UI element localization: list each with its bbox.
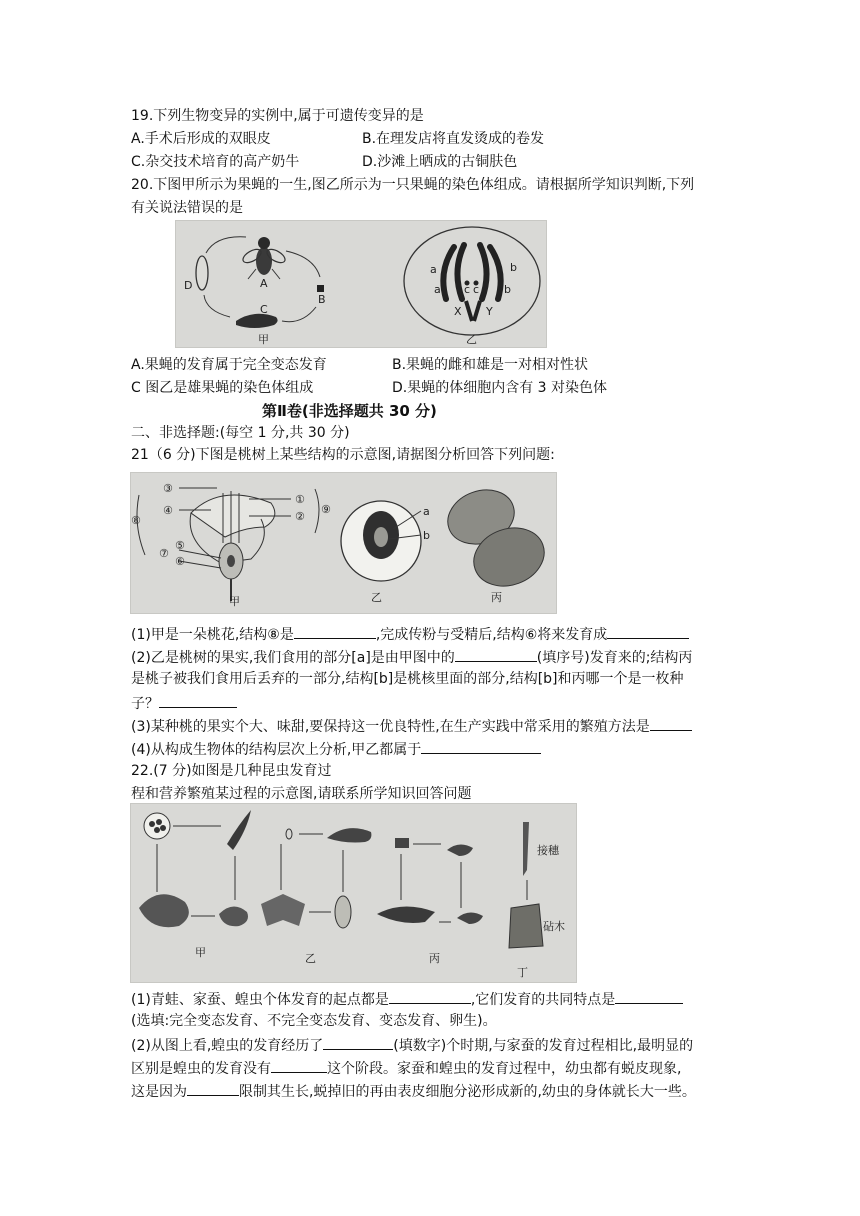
answer-blank[interactable] [615, 989, 683, 1004]
adult-locust-icon [377, 906, 435, 923]
chromosome-label-c: c [464, 283, 471, 296]
chromosome-label-a2: a [434, 283, 441, 296]
flower-label-4: ④ [163, 504, 173, 517]
answer-blank[interactable] [159, 693, 237, 708]
scion-label: 接穗 [537, 844, 559, 857]
q21-part2-text-b: (填序号)发育来的;结构丙 [536, 650, 693, 666]
q19-option-d: D.沙滩上晒成的古铜肤色 [362, 154, 518, 170]
q21-part2-text-d: 子？ [131, 696, 159, 712]
q20-option-b: B.果蝇的雌和雄是一对相对性状 [392, 357, 589, 373]
locust-eggs-icon [395, 838, 409, 848]
development-figure [130, 803, 577, 983]
grafting-diagram [509, 822, 565, 979]
rootstock-icon [509, 904, 543, 948]
q20-option-a: A.果蝇的发育属于完全变态发育 [131, 357, 327, 373]
q22-part2-text-b: (填数字)个时期,与家蚕的发育过程相比,最明显的 [393, 1038, 694, 1054]
figure-label-ding: 丁 [517, 966, 528, 979]
q22-part2-text-e: 这是因为 [131, 1084, 187, 1100]
q20-stem-line2: 有关说法错误的是 [131, 200, 243, 216]
q21-part4-text: (4)从构成生物体的结构层次上分析,甲乙都属于 [131, 742, 422, 758]
q21-part2-text-a: (2)乙是桃树的果实,我们食用的部分[a]是由甲图中的 [131, 650, 455, 666]
figure-label-yi: 乙 [371, 591, 382, 604]
q22-part1-text-b: ,它们发育的共同特点是 [470, 992, 616, 1008]
q22-part2-text-d: 这个阶段。家蚕和蝗虫的发育过程中，幼虫都有蜕皮现象, [327, 1061, 682, 1077]
locust-nymph-icon [447, 844, 473, 856]
flower-label-7: ⑦ [159, 547, 169, 560]
chromosome-label-a: a [430, 263, 437, 276]
figure-label-bing: 丙 [429, 952, 440, 965]
peach-pits-illustration [440, 481, 552, 604]
larva-icon [236, 314, 278, 328]
q22-stem-line2: 程和营养繁殖某过程的示意图,请联系所学知识回答问题 [131, 786, 472, 802]
silkworm-moth-icon [261, 894, 305, 926]
answer-blank[interactable] [271, 1058, 327, 1073]
section-title: 第Ⅱ卷(非选择题共 30 分) [262, 402, 437, 420]
q21-part3 [131, 716, 692, 736]
cycle-arrow [286, 251, 320, 277]
q21-part1-text-b: ,完成传粉与受精后,结构⑥将来发育成 [375, 627, 608, 643]
q22-part2-line3 [131, 1081, 696, 1101]
flower-label-6: ⑥ [175, 555, 185, 568]
q22-part1-text-a: (1)青蛙、家蚕、蝗虫个体发育的起点都是 [131, 992, 389, 1008]
q20-option-d: D.果蝇的体细胞内含有 3 对染色体 [392, 380, 608, 396]
chromosome-label-x: X [454, 305, 462, 318]
stage-label-d: D [184, 279, 193, 292]
q21-part2-line3 [131, 693, 237, 713]
q21-part3-text: (3)某种桃的果实个大、味甜,要保持这一优良特性,在生产实践中常采用的繁殖方法是 [131, 719, 650, 735]
chromosome-label-c2: c [473, 283, 480, 296]
silkworm-larva-icon [327, 828, 371, 842]
q20-stem-line1: 20.下图甲所示为果蝇的一生,图乙所示为一只果蝇的染色体组成。请根据所学知识判断,下列 [131, 177, 695, 193]
figure-label-yi: 乙 [466, 333, 477, 346]
q19-stem: 19.下列生物变异的实例中,属于可遗传变异的是 [131, 108, 424, 124]
q21-stem: 21（6 分)下图是桃树上某些结构的示意图,请据图分析回答下列问题: [131, 447, 555, 463]
q19-option-b: B.在理发店将直发烫成的卷发 [362, 131, 545, 147]
q21-part1-text-a: (1)甲是一朵桃花,结构⑧是 [131, 627, 294, 643]
fruit-fly-life-cycle-diagram [184, 237, 326, 346]
fruit-label-b: b [423, 529, 430, 542]
peach-figure [130, 472, 557, 614]
chromosome-label-b: b [510, 261, 517, 274]
answer-blank[interactable] [607, 624, 689, 639]
q21-part4 [131, 739, 541, 759]
q19-option-a: A.手术后形成的双眼皮 [131, 131, 271, 147]
answer-blank[interactable] [187, 1081, 239, 1096]
figure-label-jia: 甲 [229, 595, 240, 608]
flower-label-2: ② [295, 510, 305, 523]
flower-label-9: ⑨ [321, 503, 331, 516]
answer-blank[interactable] [323, 1035, 393, 1050]
flower-label-1: ① [295, 493, 305, 506]
figure-label-bing: 丙 [491, 591, 502, 604]
pupa-icon [196, 256, 208, 290]
adult-fly-icon [241, 237, 287, 279]
answer-blank[interactable] [294, 624, 376, 639]
tadpole-icon [227, 810, 251, 850]
q22-part2-text-c: 区别是蝗虫的发育没有 [131, 1061, 271, 1077]
figure-label-yi: 乙 [305, 952, 316, 965]
chromosome-label-y: Y [486, 305, 493, 318]
young-frog-icon [219, 906, 248, 926]
chromosome-diagram [404, 227, 540, 346]
silkworm-cocoon-icon [335, 896, 351, 928]
cycle-arrow [204, 295, 230, 317]
locust-life-cycle-diagram [377, 838, 483, 965]
cycle-arrow [206, 237, 246, 253]
cycle-arrow [282, 307, 316, 322]
q19-option-c: C.杂交技术培育的高产奶牛 [131, 154, 300, 170]
peach-flower-diagram [131, 482, 331, 608]
stage-label-c: C [260, 303, 268, 316]
stage-label-a: A [260, 277, 268, 290]
fruit-fly-figure [175, 220, 547, 348]
q22-part1-line1 [131, 989, 683, 1009]
chromosome-label-b2: b [504, 283, 511, 296]
frog-life-cycle-diagram [139, 810, 251, 959]
fruit-label-a: a [423, 505, 430, 518]
peach-fruit-cross-section [341, 501, 430, 604]
silkworm-life-cycle-diagram [261, 828, 371, 965]
rootstock-label: 砧木 [543, 920, 565, 933]
q22-part1-line2: (选填:完全变态发育、不完全变态发育、变态发育、卵生)。 [131, 1013, 497, 1029]
q22-part2-text-f: 限制其生长,蜕掉旧的再由表皮细胞分泌形成新的,幼虫的身体就长大一些。 [239, 1084, 696, 1100]
answer-blank[interactable] [421, 739, 541, 754]
q21-part2-line1 [131, 647, 692, 667]
figure-label-jia: 甲 [258, 333, 269, 346]
answer-blank[interactable] [455, 647, 537, 662]
stage-label-b: B [318, 293, 326, 306]
flower-label-3: ③ [163, 482, 173, 495]
flower-label-5: ⑤ [175, 539, 185, 552]
q22-part2-line2 [131, 1058, 681, 1078]
section-subtitle: 二、非选择题:(每空 1 分,共 30 分) [131, 425, 350, 441]
adult-frog-icon [139, 894, 189, 927]
answer-blank[interactable] [389, 989, 471, 1004]
q21-part2-line2: 是桃子被我们食用后丢弃的一部分,结构[b]是桃核里面的部分,结构[b]和丙哪一个是一枚种 [131, 671, 684, 687]
q20-option-c: C 图乙是雄果蝇的染色体组成 [131, 380, 314, 396]
egg-icon [317, 285, 324, 292]
silkworm-egg-icon [286, 829, 292, 839]
answer-blank[interactable] [650, 716, 692, 731]
q21-part1 [131, 624, 689, 644]
frog-eggs-icon [144, 813, 170, 839]
q22-part2-line1 [131, 1035, 693, 1055]
scion-icon [523, 822, 529, 876]
figure-label-jia: 甲 [195, 946, 206, 959]
locust-nymph-late-icon [457, 912, 483, 924]
q22-part2-text-a: (2)从图上看,蝗虫的发育经历了 [131, 1038, 324, 1054]
q22-stem-line1: 22.(7 分)如图是几种昆虫发育过 [131, 763, 332, 779]
flower-label-8: ⑧ [131, 514, 141, 527]
